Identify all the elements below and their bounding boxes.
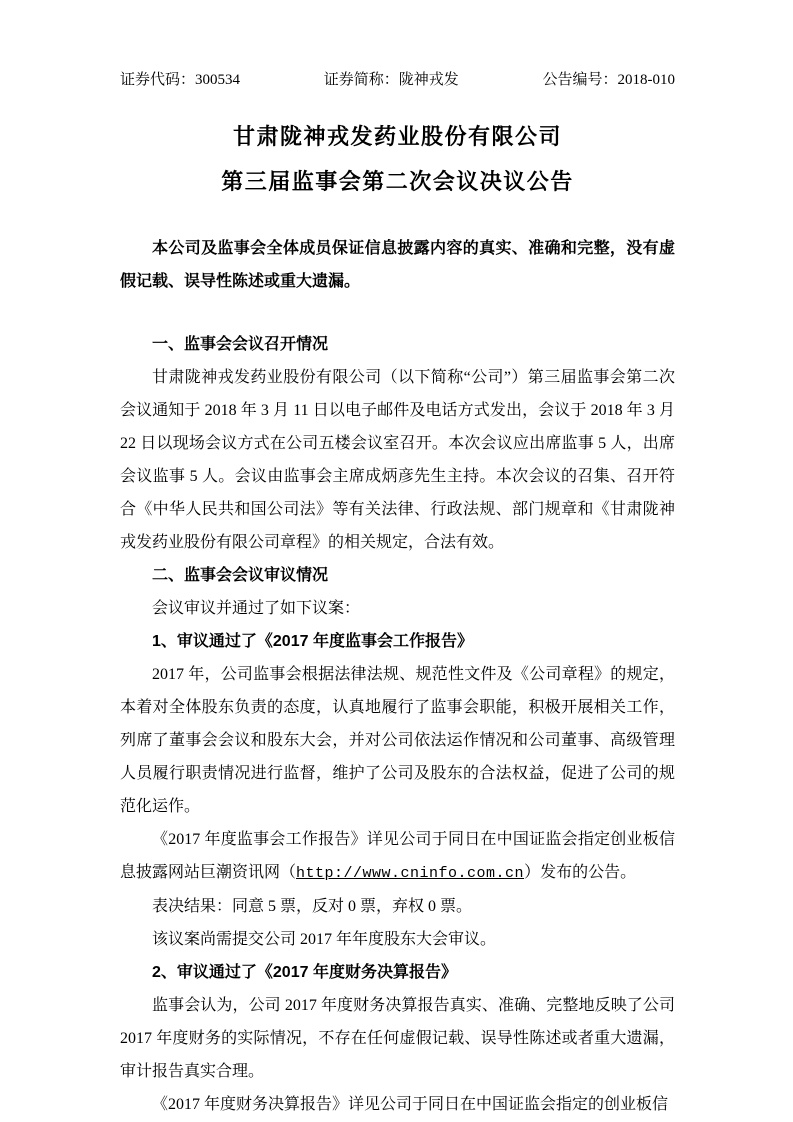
item-2-heading: 2、审议通过了《2017 年度财务决算报告》 — [152, 964, 457, 981]
disclosure-statement: 本公司及监事会全体成员保证信息披露内容的真实、准确和完整，没有虚假记载、误导性陈述或重大遗漏。 — [120, 240, 675, 290]
cninfo-link[interactable]: http://www.cninfo.com.cn — [296, 865, 525, 882]
item-1-paragraph-2-text-after-link: ）发布的公告。 — [524, 864, 637, 881]
section-1-paragraph: 甘肃陇神戎发药业股份有限公司（以下简称“公司”）第三届监事会第二次会议通知于 2018 年 3 月 11 日以电子邮件及电话方式发出，会议于 2018 年 3 月 22 日以现场会议方式在公司五楼会议室召开。本次会议应出席监事 5 人，出席会议监事 5 人。会议由监事会主席成炳彦先生主持。本次会议的召集、召开符合《中华人民共和国公司法》等有关法律、行政法规、部门规章和《甘肃陇神戎发药业股份有限公司章程》的相关规定，合法有效。 — [120, 369, 675, 551]
item-2-paragraph-1: 监事会认为，公司 2017 年度财务决算报告真实、准确、完整地反映了公司 2017 年度财务的实际情况，不存在任何虚假记载、误导性陈述或者重大遗漏， 审计报告真实合理。 — [120, 997, 675, 1080]
item-1-paragraph-2 — [120, 823, 675, 890]
item-1-note: 该议案尚需提交公司 2017 年年度股东大会审议。 — [152, 931, 497, 948]
document-titles — [120, 114, 675, 204]
section-1-heading: 一、监事会会议召开情况 — [152, 336, 329, 353]
item-1-paragraph-1: 2017 年，公司监事会根据法律法规、规范性文件及《公司章程》的规定， 本着对全体股东负责的态度，认真地履行了监事会职能，积极开展相关工作，列席了董事会会议和股东大会，并对公司依法运作情况和公司董事、高级管理人员履行职责情况进行监督，维护了公司及股东的合法权益，促进了公司的规范化运作。 — [120, 666, 675, 815]
security-name-label: 证券简称：陇神戎发 — [323, 72, 459, 88]
resolution-announcement-title: 第三届监事会第二次会议决议公告 — [221, 169, 574, 194]
section-2-intro: 会议审议并通过了如下议案： — [152, 600, 361, 617]
announcement-number-label: 公告编号：2018-010 — [542, 72, 675, 88]
document-header — [120, 70, 675, 90]
item-2-paragraph-2: 《2017 年度财务决算报告》详见公司于同日在中国证监会指定的创业板信 — [152, 1096, 669, 1113]
company-name-title: 甘肃陇神戎发药业股份有限公司 — [232, 124, 562, 149]
item-1-vote-result: 表决结果：同意 5 票，反对 0 票，弃权 0 票。 — [152, 898, 473, 915]
section-2-heading: 二、监事会会议审议情况 — [152, 567, 329, 584]
document-body — [120, 232, 675, 1121]
item-1-paragraph-2-text-before-link: 《2017 年度监事会工作报告》详见公司于同日在中国证监会指定创业板信息披露网站巨潮资讯网（ — [120, 831, 675, 881]
item-1-heading: 1、审议通过了《2017 年度监事会工作报告》 — [152, 633, 473, 650]
security-code-label: 证券代码：300534 — [120, 72, 241, 88]
